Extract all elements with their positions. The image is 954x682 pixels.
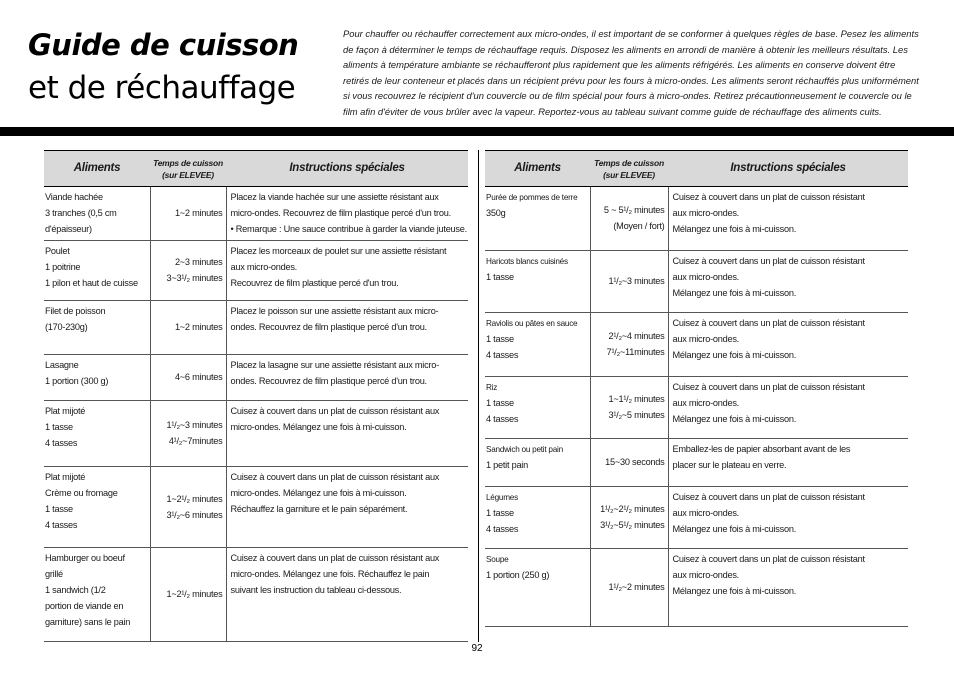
- time-text: 1¹/₂~3 minutes: [166, 420, 223, 431]
- food-text: 4 tasses: [45, 519, 78, 530]
- instructions-cell: [226, 467, 468, 548]
- instructions-text: suivant les instruction du tableau ci-dessous.: [230, 584, 402, 595]
- instructions-text: micro-ondes. Mélangez une fois à mi-cuisson.: [230, 487, 407, 498]
- instructions-text: Recouvrez de film plastique percé d'un trou.: [230, 277, 399, 288]
- page-number: 92: [471, 643, 483, 654]
- reheating-table-left: [44, 150, 468, 642]
- food-text: 350g: [486, 207, 506, 218]
- food-text: 1 tasse: [486, 397, 514, 408]
- food-text: Plat mijoté: [45, 472, 86, 482]
- instructions-cell: [668, 377, 908, 439]
- time-cell: [590, 377, 668, 439]
- food-cell: [44, 467, 150, 548]
- food-text: 1 portion (300 g): [45, 375, 109, 386]
- food-text: 1 poitrine: [45, 261, 81, 272]
- food-text: 1 portion (250 g): [486, 569, 550, 580]
- time-cell: [150, 401, 226, 467]
- instructions-text: aux micro-ondes.: [672, 207, 739, 218]
- time-text: 1¹/₂~2¹/₂ minutes: [600, 504, 665, 515]
- instructions-text: Cuisez à couvert dans un plat de cuisson résistant: [672, 554, 865, 564]
- food-cell: [44, 241, 150, 301]
- food-text: 1 tasse: [45, 503, 73, 514]
- instructions-text: aux micro-ondes.: [230, 261, 297, 272]
- instructions-cell: [668, 313, 908, 377]
- instructions-text: Mélangez une fois à mi-cuisson.: [672, 349, 796, 360]
- instructions-text: Placez les morceaux de poulet sur une assiette résistant: [230, 246, 447, 256]
- instructions-text: Cuisez à couvert dans un plat de cuisson résistant: [672, 192, 865, 202]
- time-text: 3¹/₂~5¹/₂ minutes: [600, 520, 665, 530]
- instructions-text: micro-ondes. Mélangez une fois. Réchauffez le pain: [230, 568, 430, 579]
- food-text: grillé: [45, 568, 63, 579]
- food-text: Crème ou fromage: [45, 487, 118, 498]
- time-cell: [150, 241, 226, 301]
- table-row: [485, 187, 908, 251]
- instructions-text: Mélangez une fois à mi-cuisson.: [672, 287, 796, 298]
- instructions-text: Placez le poisson sur une assiette résistant aux micro-: [230, 306, 439, 316]
- food-text: Raviolis ou pâtes en sauce: [486, 319, 578, 328]
- food-text: 1 sandwich (1/2: [45, 584, 106, 595]
- food-text: Légumes: [486, 493, 518, 502]
- food-cell: [485, 439, 590, 487]
- food-text: 4 tasses: [486, 523, 519, 534]
- time-cell: [590, 313, 668, 377]
- instructions-text: aux micro-ondes.: [672, 507, 739, 518]
- instructions-text: • Remarque : Une sauce contribue à garder la viande juteuse.: [230, 223, 467, 234]
- column-header-instructions: Instructions spéciales: [668, 151, 908, 187]
- table-row: [485, 251, 908, 313]
- food-text: 4 tasses: [486, 413, 519, 424]
- time-text: 3¹/₂~6 minutes: [166, 509, 223, 520]
- header-rule: [0, 127, 954, 136]
- instructions-text: placer sur le plateau en verre.: [672, 459, 787, 470]
- time-cell: [590, 439, 668, 487]
- instructions-text: micro-ondes. Recouvrez de film plastique percé d'un trou.: [230, 207, 451, 218]
- food-text: (170-230g): [45, 321, 88, 332]
- time-cell: [590, 487, 668, 549]
- food-cell: [485, 487, 590, 549]
- food-text: Lasagne: [45, 360, 79, 370]
- food-text: Sandwich ou petit pain: [486, 445, 563, 454]
- time-text: 1~2¹/₂ minutes: [166, 493, 223, 504]
- instructions-text: ondes. Recouvrez de film plastique percé d'un trou.: [230, 375, 427, 386]
- food-text: 4 tasses: [486, 349, 519, 360]
- food-cell: [44, 301, 150, 355]
- instructions-text: Emballez-les de papier absorbant avant de les: [672, 444, 851, 454]
- page-subtitle: et de réchauffage: [28, 70, 296, 106]
- time-text: 1~2 minutes: [174, 208, 223, 219]
- time-text: 1¹/₂~2 minutes: [608, 582, 665, 593]
- time-cell: [150, 467, 226, 548]
- food-cell: [485, 313, 590, 377]
- instructions-cell: [226, 548, 468, 642]
- instructions-cell: [668, 251, 908, 313]
- time-cell: [150, 548, 226, 642]
- food-text: 1 tasse: [45, 421, 73, 432]
- instructions-text: Placez la viande hachée sur une assiette résistant aux: [230, 192, 439, 202]
- food-text: garniture) sans le pain: [45, 616, 131, 627]
- time-text: 3~3¹/₂ minutes: [166, 273, 223, 283]
- instructions-text: Placez la lasagne sur une assiette résistant aux micro-: [230, 360, 439, 370]
- food-cell: [485, 549, 590, 627]
- column-header-time-line2: (sur ELEVEE): [603, 169, 655, 180]
- time-text: 1~2¹/₂ minutes: [166, 589, 223, 600]
- instructions-cell: [226, 301, 468, 355]
- table-row: [44, 301, 468, 355]
- table-row: [485, 377, 908, 439]
- table-row: [44, 467, 468, 548]
- time-text: 1~2 minutes: [174, 322, 223, 333]
- reheating-table-right: [485, 150, 908, 627]
- instructions-text: Cuisez à couvert dans un plat de cuisson résistant: [672, 256, 865, 266]
- right-table-body: [485, 187, 908, 627]
- instructions-cell: [668, 487, 908, 549]
- time-text: 2~3 minutes: [174, 257, 223, 268]
- table-row: [485, 549, 908, 627]
- page-title: Guide de cuisson: [28, 28, 299, 62]
- food-text: Haricots blancs cuisinés: [486, 257, 568, 266]
- instructions-cell: [226, 187, 468, 241]
- instructions-cell: [226, 401, 468, 467]
- time-text: 4¹/₂~7minutes: [168, 436, 223, 446]
- column-header-food: Aliments: [44, 151, 150, 187]
- food-text: 4 tasses: [45, 437, 78, 448]
- food-cell: [485, 377, 590, 439]
- food-text: Plat mijoté: [45, 406, 86, 416]
- instructions-text: aux micro-ondes.: [672, 569, 739, 580]
- food-text: 1 tasse: [486, 507, 514, 518]
- food-text: Hamburger ou boeuf: [45, 553, 125, 563]
- intro-paragraph: Pour chauffer ou réchauffer correctement aux micro-ondes, il est important de se conformer à quelques règles de base. Pesez les aliments de façon à déterminer le temps de réchauffage requis. Disposez les aliments en arrondi de manière à obtenir les meilleurs résultats. Les aliments à température ambiante se réchaufferont plus rapidement que les aliments réfrigérés. Les aliments en conserve doivent être retirés de leur conteneur et placés dans un récipient prévu pour les fours à micro-ondes. Les aliments seront réchauffés plus uniformément si vous recouvrez le récipient d'un couvercle ou de film spécial pour fours à micro-ondes. Retirez précautionneusement le couvercle ou le film afin d'éviter de vous brûler avec la vapeur. Reportez-vous au tableau suivant comme guide de réchauffage des aliments cuits.: [343, 28, 919, 117]
- column-divider: [478, 150, 479, 642]
- food-text: Purée de pommes de terre: [486, 193, 578, 202]
- table-row: [44, 548, 468, 642]
- instructions-text: Mélangez une fois à mi-cuisson.: [672, 523, 796, 534]
- instructions-cell: [226, 355, 468, 401]
- time-cell: [150, 187, 226, 241]
- food-text: Soupe: [486, 555, 509, 564]
- food-cell: [44, 548, 150, 642]
- left-table-body: [44, 187, 468, 642]
- instructions-text: Mélangez une fois à mi-cuisson.: [672, 223, 796, 234]
- column-header-instructions: Instructions spéciales: [226, 151, 468, 187]
- time-text: 1~1¹/₂ minutes: [608, 394, 665, 405]
- instructions-cell: [668, 439, 908, 487]
- instructions-text: aux micro-ondes.: [672, 271, 739, 282]
- food-text: Poulet: [45, 246, 70, 256]
- time-text: 15~30 seconds: [605, 457, 665, 468]
- instructions-text: ondes. Recouvrez de film plastique percé d'un trou.: [230, 321, 427, 332]
- instructions-cell: [668, 549, 908, 627]
- time-text: 4~6 minutes: [174, 372, 223, 383]
- column-header-time-line2: (sur ELEVEE): [162, 169, 214, 180]
- food-text: 1 pilon et haut de cuisse: [45, 277, 138, 288]
- instructions-cell: [226, 241, 468, 301]
- table-header-row: [485, 151, 908, 187]
- food-text: 1 tasse: [486, 333, 514, 344]
- time-cell: [590, 549, 668, 627]
- column-header-food: Aliments: [485, 151, 590, 187]
- instructions-text: micro-ondes. Mélangez une fois à mi-cuisson.: [230, 421, 407, 432]
- food-cell: [44, 187, 150, 241]
- time-text: 3¹/₂~5 minutes: [608, 410, 665, 420]
- food-text: portion de viande en: [45, 600, 124, 611]
- time-text: 7¹/₂~11minutes: [606, 347, 665, 357]
- column-header-time-line1: Temps de cuisson: [594, 157, 664, 168]
- food-text: 1 petit pain: [486, 459, 528, 470]
- food-text: Filet de poisson: [45, 306, 106, 316]
- food-text: d'épaisseur): [45, 223, 92, 234]
- instructions-text: Cuisez à couvert dans un plat de cuisson résistant: [672, 382, 865, 392]
- time-text: (Moyen / fort): [613, 221, 665, 231]
- time-cell: [150, 355, 226, 401]
- column-header-time: [150, 151, 226, 187]
- column-header-time: [590, 151, 668, 187]
- table-row: [44, 241, 468, 301]
- instructions-text: Cuisez à couvert dans un plat de cuisson résistant aux: [230, 472, 440, 482]
- instructions-text: Mélangez une fois à mi-cuisson.: [672, 413, 796, 424]
- instructions-text: aux micro-ondes.: [672, 397, 739, 408]
- time-cell: [150, 301, 226, 355]
- instructions-cell: [668, 187, 908, 251]
- food-cell: [44, 355, 150, 401]
- table-row: [485, 487, 908, 549]
- instructions-text: Réchauffez la garniture et le pain séparément.: [230, 503, 408, 514]
- time-text: 5 ~ 5¹/₂ minutes: [603, 205, 665, 216]
- table-row: [44, 187, 468, 241]
- food-text: Viande hachée: [45, 192, 103, 202]
- table-row: [44, 401, 468, 467]
- table-row: [485, 313, 908, 377]
- time-text: 1¹/₂~3 minutes: [608, 276, 665, 287]
- food-text: 1 tasse: [486, 271, 514, 282]
- instructions-text: Mélangez une fois à mi-cuisson.: [672, 585, 796, 596]
- instructions-text: aux micro-ondes.: [672, 333, 739, 344]
- time-cell: [590, 251, 668, 313]
- time-cell: [590, 187, 668, 251]
- instructions-text: Cuisez à couvert dans un plat de cuisson résistant aux: [230, 553, 440, 563]
- column-header-time-line1: Temps de cuisson: [153, 157, 223, 168]
- table-row: [485, 439, 908, 487]
- table-row: [44, 355, 468, 401]
- time-text: 2¹/₂~4 minutes: [608, 331, 665, 342]
- food-text: Riz: [486, 383, 498, 392]
- instructions-text: Cuisez à couvert dans un plat de cuisson résistant aux: [230, 406, 440, 416]
- table-header-row: [44, 151, 468, 187]
- food-text: 3 tranches (0,5 cm: [45, 207, 117, 218]
- instructions-text: Cuisez à couvert dans un plat de cuisson résistant: [672, 318, 865, 328]
- food-cell: [485, 187, 590, 251]
- instructions-text: Cuisez à couvert dans un plat de cuisson résistant: [672, 492, 865, 502]
- food-cell: [485, 251, 590, 313]
- food-cell: [44, 401, 150, 467]
